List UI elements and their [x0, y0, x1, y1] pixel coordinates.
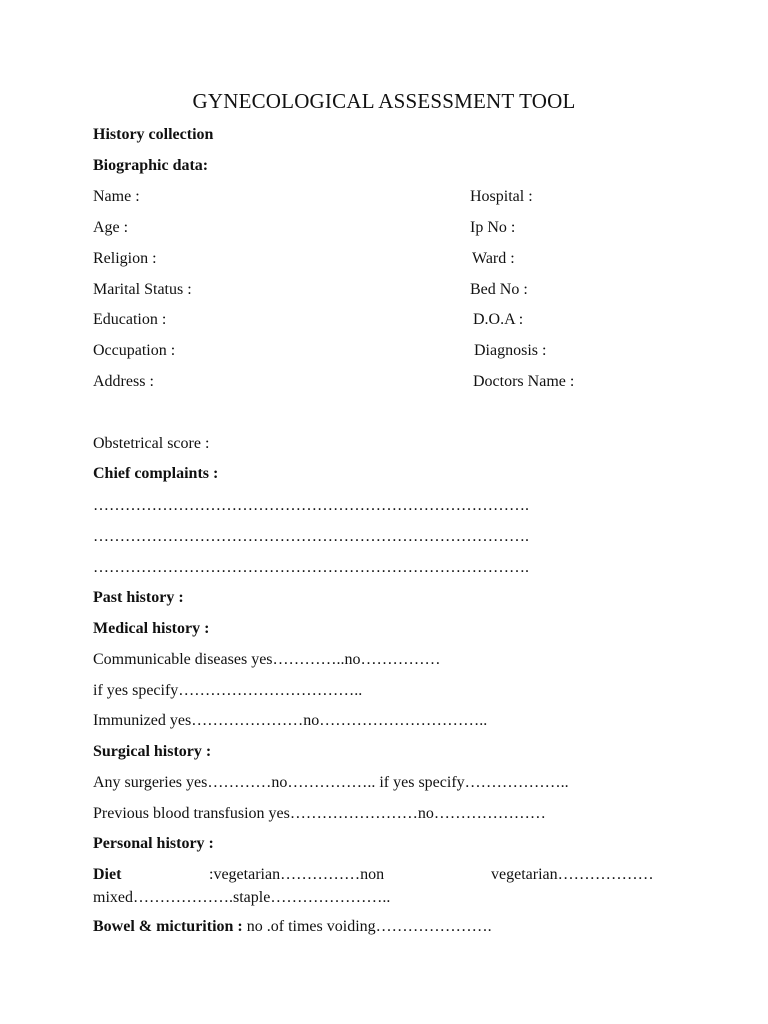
- obstetrical-score-label: Obstetrical score :: [93, 435, 210, 452]
- religion-label: Religion :: [93, 250, 157, 267]
- diagnosis-label: Diagnosis :: [474, 342, 547, 359]
- doctors-name-label: Doctors Name :: [473, 373, 575, 390]
- hospital-label: Hospital :: [470, 188, 533, 205]
- bowel-micturition-label: Bowel & micturition :: [93, 918, 243, 935]
- chief-complaint-line: ……………………………………………………………………….: [93, 528, 529, 545]
- address-label: Address :: [93, 373, 154, 390]
- any-surgeries-line: Any surgeries yes…………no…………….. if yes specify………………..: [93, 774, 569, 791]
- bowel-micturition-line: [93, 917, 492, 937]
- immunized-line: Immunized yes…………………no…………………………..: [93, 712, 488, 729]
- age-label: Age :: [93, 219, 129, 236]
- name-label: Name :: [93, 188, 140, 205]
- personal-history-heading: Personal history :: [93, 835, 214, 852]
- marital-status-label: Marital Status :: [93, 281, 192, 298]
- diet-mixed-line: mixed……………….staple…………………..: [93, 889, 391, 906]
- communicable-diseases-line: Communicable diseases yes…………..no……………: [93, 651, 441, 668]
- chief-complaints-heading: Chief complaints :: [93, 465, 219, 482]
- ip-no-label: Ip No :: [470, 219, 516, 236]
- diet-vegetarian-text: :vegetarian……………non: [209, 866, 385, 883]
- doa-label: D.O.A :: [473, 311, 524, 328]
- ward-label: Ward :: [472, 250, 515, 267]
- document-title: GYNECOLOGICAL ASSESSMENT TOOL: [192, 89, 576, 113]
- diet-label: Diet: [93, 866, 122, 883]
- chief-complaint-line: ……………………………………………………………………….: [93, 497, 529, 514]
- blood-transfusion-line: Previous blood transfusion yes……………………no…………………: [93, 805, 546, 822]
- medical-history-heading: Medical history :: [93, 620, 210, 637]
- diet-row: [93, 865, 675, 885]
- diet-nonveg-text: vegetarian………………: [491, 866, 654, 883]
- past-history-heading: Past history :: [93, 589, 184, 606]
- bowel-micturition-text: no .of times voiding………………….: [242, 918, 492, 935]
- communicable-specify-line: if yes specify……………………………..: [93, 682, 363, 699]
- surgical-history-heading: Surgical history :: [93, 743, 212, 760]
- occupation-label: Occupation :: [93, 342, 176, 359]
- education-label: Education :: [93, 311, 167, 328]
- history-collection-heading: History collection: [93, 126, 214, 143]
- bed-no-label: Bed No :: [470, 281, 528, 298]
- biographic-data-heading: Biographic data:: [93, 157, 209, 174]
- chief-complaint-line: ……………………………………………………………………….: [93, 559, 529, 576]
